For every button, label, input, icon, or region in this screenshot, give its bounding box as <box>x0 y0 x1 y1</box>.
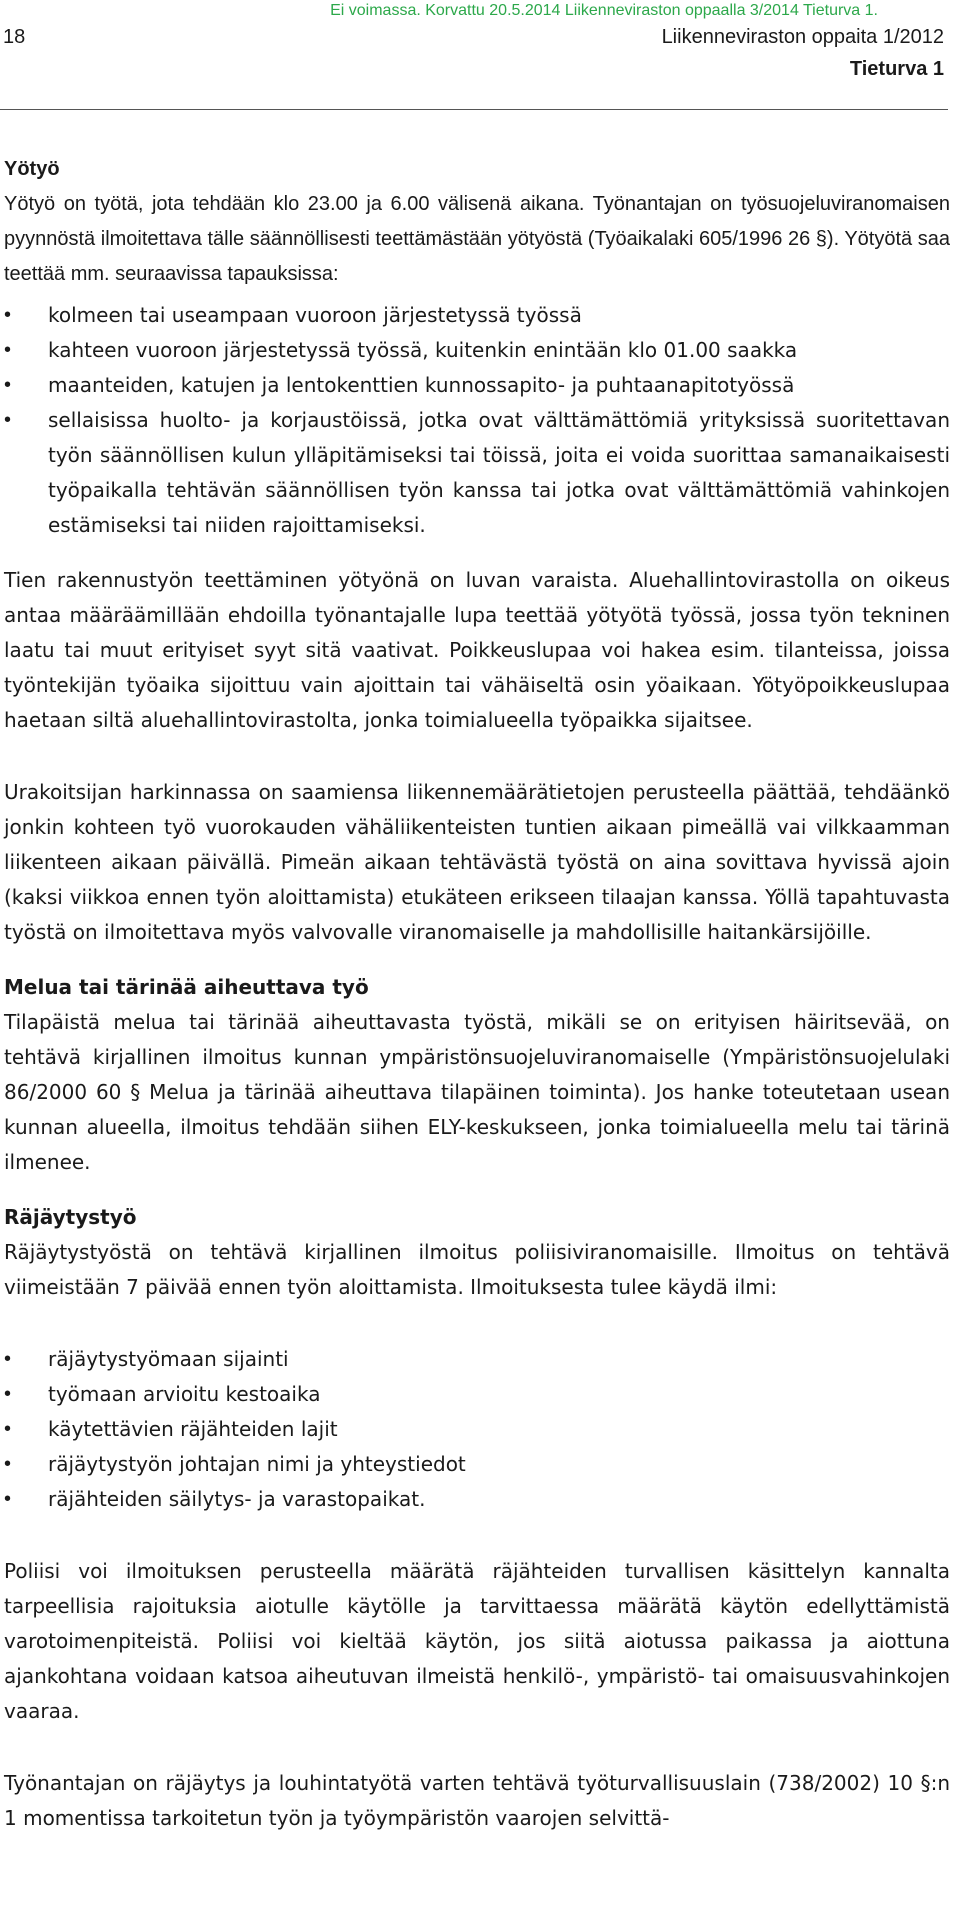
paragraph: Räjäytystyöstä on tehtävä kirjallinen ilmoitus poliisiviranomaisille. Ilmoitus on tehtävä viimeistään 7 päivää ennen työn aloittamista. Ilmoituksesta tulee käydä ilmi: <box>4 1240 950 1299</box>
section-heading: Melua tai tärinää aiheuttava työ <box>4 975 369 999</box>
publication-subtitle: Tieturva 1 <box>849 58 944 80</box>
list-item: • käytettävien räjähteiden lajit <box>4 1412 950 1447</box>
paragraph: Urakoitsijan harkinnassa on saamiensa liikennemäärätietojen perusteella päättää, tehdäänkö jonkin kohteen työ vuorokauden vähäliikenteisten tuntien aikaan pimeällä vai vilkkaamman liikenteen aikaan päivällä. Pimeän aikaan tehtävästä työstä on aina sovittava hyvissä ajoin (kaksi viikkoa ennen työn aloittamista) etukäteen erikseen tilaajan kanssa. Yöllä tapahtuvasta työstä on ilmoitettava myös valvovalle viranomaiselle ja mahdollisille haitankärsijöille. <box>4 780 950 944</box>
paragraph: Poliisi voi ilmoituksen perusteella määrätä räjähteiden turvallisen käsittelyn kannalta tarpeellisia rajoituksia aiotulle käytölle ja tarvittaessa määrätä käytön edellyttämistä varotoimenpiteistä. Poliisi voi kieltää käytön, jos siitä aiotussa paikassa ja aiottuna ajankohtana voidaan katsoa aiheutuvan ilmeistä henkilö-, ympäristö- tai omaisuusvahinkojen vaaraa. <box>4 1559 950 1723</box>
bullet-list <box>4 298 950 543</box>
publication-title: Liikenneviraston oppaita 1/2012 <box>661 26 944 48</box>
list-item: • sellaisissa huolto- ja korjaustöissä, jotka ovat välttämättömiä yrityksissä suoritettavan työn säännöllisen kulun ylläpitämiseksi tai töissä, joita ei voida suorittaa samanaikaisesti työpaikalla tehtävän säännöllisen työn kanssa tai jotka ovat välttämättömiä vahinkojen estämiseksi tai niiden rajoittamiseksi. <box>4 403 950 543</box>
bullet-list <box>4 1342 950 1517</box>
paragraph: Yötyö on työtä, jota tehdään klo 23.00 ja 6.00 välisenä aikana. Työnantajan on työsuojeluviranomaisen pyynnöstä ilmoitettava tälle säännöllisesti teettämästään yötyöstä (Työaikalaki 605/1996 26 §). Yötyötä saa teettää mm. seuraavissa tapauksissa: <box>4 193 950 285</box>
header-divider <box>0 109 948 110</box>
paragraph: Työnantajan on räjäytys ja louhintatyötä varten tehtävä työturvallisuuslain (738/2002) 10 §:n 1 momentissa tarkoitetun työn ja työympäristön vaarojen selvittä- <box>4 1771 950 1830</box>
list-item: • maanteiden, katujen ja lentokenttien kunnossapito- ja puhtaanapitotyössä <box>4 368 950 403</box>
paragraph: Tilapäistä melua tai tärinää aiheuttavasta työstä, mikäli se on erityisen häiritsevää, on tehtävä kirjallinen ilmoitus kunnan ympäristönsuojeluviranomaiselle (Ympäristönsuojelulaki 86/2000 60 § Melua ja tärinää aiheuttava tilapäinen toiminta). Jos hanke toteutetaan usean kunnan alueella, ilmoitus tehdään siihen ELY-keskukseen, jonka toimialueella melu tai tärinä ilmenee. <box>4 1010 950 1174</box>
list-item: • työmaan arvioitu kestoaika <box>4 1377 950 1412</box>
validity-notice: Ei voimassa. Korvattu 20.5.2014 Liikenneviraston oppaalla 3/2014 Tieturva 1. <box>330 2 878 19</box>
section-heading: Yötyö <box>4 158 60 180</box>
list-item: • räjäytystyön johtajan nimi ja yhteystiedot <box>4 1447 950 1482</box>
list-item: • räjäytystyömaan sijainti <box>4 1342 950 1377</box>
paragraph: Tien rakennustyön teettäminen yötyönä on luvan varaista. Aluehallintovirastolla on oikeus antaa määräämillään ehdoilla työnantajalle lupa teettää yötyötä työssä, jossa työn tekninen laatu tai muut erityiset syyt sitä vaativat. Poikkeuslupaa voi hakea esim. tilanteissa, joissa työntekijän työaika sijoittuu vain ajoittain tai vähäiseltä osin yöaikaan. Yötyöpoikkeuslupaa haetaan siltä aluehallintovirastolta, jonka toimialueella työpaikka sijaitsee. <box>4 568 950 732</box>
section-heading: Räjäytystyö <box>4 1205 137 1229</box>
list-item: • kolmeen tai useampaan vuoroon järjestetyssä työssä <box>4 298 950 333</box>
section-night-work <box>4 152 950 950</box>
section-noise-work <box>4 970 950 1180</box>
section-blasting-work <box>4 1200 950 1836</box>
list-item: • räjähteiden säilytys- ja varastopaikat. <box>4 1482 950 1517</box>
page-number: 18 <box>3 26 26 48</box>
list-item: • kahteen vuoroon järjestetyssä työssä, kuitenkin enintään klo 01.00 saakka <box>4 333 950 368</box>
document-body <box>4 152 950 1836</box>
